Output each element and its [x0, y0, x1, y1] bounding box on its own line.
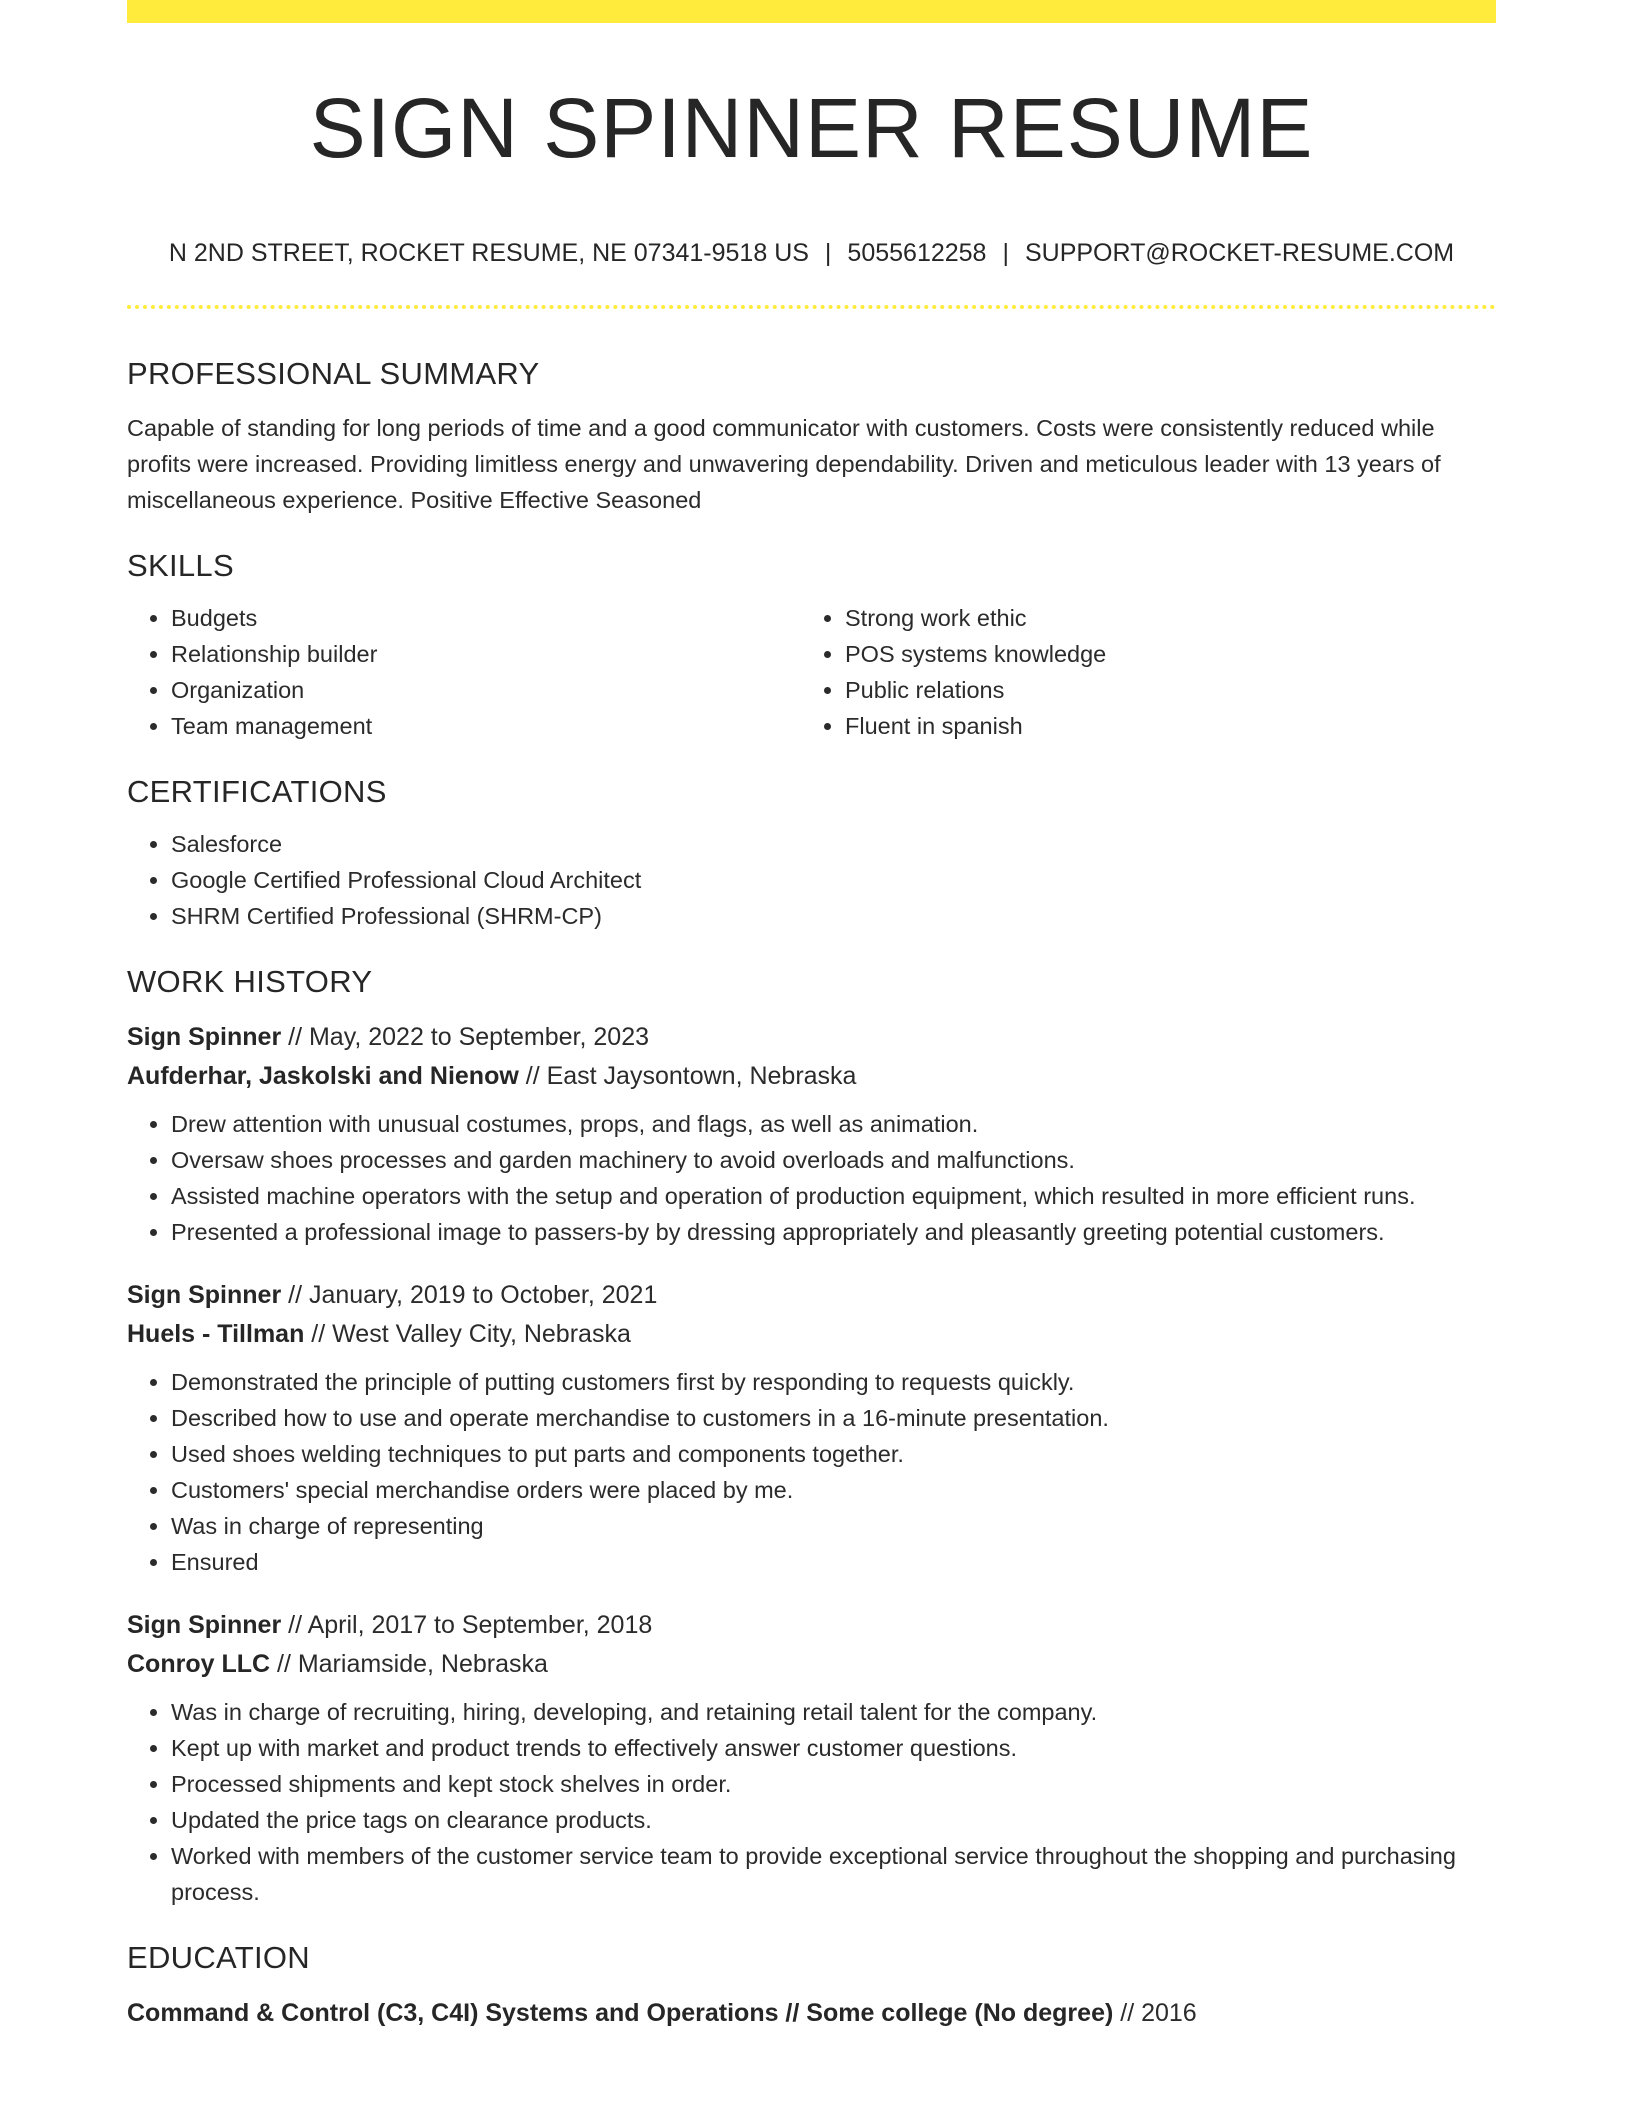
skill-item: • Budgets — [171, 600, 801, 636]
job-company: Huels - Tillman — [127, 1320, 305, 1348]
contact-separator: | — [1002, 239, 1009, 267]
skills-list-left — [127, 600, 801, 744]
job-dates: // May, 2022 to September, 2023 — [281, 1023, 650, 1051]
job-bullet: • Updated the price tags on clearance products. — [171, 1802, 1496, 1838]
skill-item: • POS systems knowledge — [845, 636, 1475, 672]
job-bullet: • Was in charge of recruiting, hiring, developing, and retaining retail talent for the company. — [171, 1694, 1496, 1730]
job-company: Aufderhar, Jaskolski and Nienow — [127, 1062, 519, 1090]
job-entry — [127, 1606, 1496, 1910]
contact-address: N 2ND STREET, ROCKET RESUME, NE 07341-9518 US — [168, 239, 809, 267]
skill-item: • Relationship builder — [171, 636, 801, 672]
contact-email: SUPPORT@ROCKET-RESUME.COM — [1024, 239, 1455, 267]
job-bullet: • Assisted machine operators with the setup and operation of production equipment, which resulted in more efficient runs. — [171, 1178, 1496, 1214]
contact-phone: 5055612258 — [847, 239, 987, 267]
resume-title: SIGN SPINNER RESUME — [309, 81, 1314, 175]
job-bullet: • Drew attention with unusual costumes, props, and flags, as well as animation. — [171, 1106, 1496, 1142]
job-bullet: • Processed shipments and kept stock shelves in order. — [171, 1766, 1496, 1802]
contact-separator: | — [824, 239, 832, 267]
resume-content — [127, 350, 1496, 2033]
job-bullets — [127, 1694, 1496, 1910]
summary-section — [127, 350, 1496, 518]
section-title-work-history: WORK HISTORY — [127, 964, 373, 999]
job-bullet: • Customers' special merchandise orders were placed by me. — [171, 1472, 1496, 1508]
accent-top-bar — [127, 0, 1496, 23]
job-bullet: • Presented a professional image to passers-by by dressing appropriately and pleasantly greeting potential customers. — [171, 1214, 1496, 1250]
certification-item: • Salesforce — [171, 826, 1496, 862]
summary-text: Capable of standing for long periods of time and a good communicator with customers. Costs were consistently reduced while profits were increased. Providing limitless energy and unwavering dependability. Driven and meticulous leader with 13 years of miscellaneous experience. Positive Effective Seasoned — [127, 415, 1441, 513]
skills-grid — [127, 600, 1496, 744]
job-company-line — [127, 1315, 1496, 1354]
job-bullets — [127, 1364, 1496, 1580]
job-entry — [127, 1018, 1496, 1250]
skill-item: • Public relations — [845, 672, 1475, 708]
job-bullet: • Demonstrated the principle of putting customers first by responding to requests quickly. — [171, 1364, 1496, 1400]
job-bullet: • Kept up with market and product trends to effectively answer customer questions. — [171, 1730, 1496, 1766]
job-bullet: • Used shoes welding techniques to put parts and components together. — [171, 1436, 1496, 1472]
job-role-line — [127, 1606, 1496, 1645]
job-dates: // January, 2019 to October, 2021 — [281, 1281, 658, 1309]
skill-item: • Organization — [171, 672, 801, 708]
job-role-line — [127, 1276, 1496, 1315]
job-role: Sign Spinner — [127, 1023, 282, 1051]
job-entry — [127, 1276, 1496, 1580]
certifications-section — [127, 768, 1496, 934]
job-bullets — [127, 1106, 1496, 1250]
certification-item: • SHRM Certified Professional (SHRM-CP) — [171, 898, 1496, 934]
skills-section — [127, 542, 1496, 744]
job-role-line — [127, 1018, 1496, 1057]
dotted-divider — [127, 305, 1496, 309]
job-bullet: • Described how to use and operate merchandise to customers in a 16-minute presentation. — [171, 1400, 1496, 1436]
job-role: Sign Spinner — [127, 1281, 282, 1309]
job-company-line — [127, 1645, 1496, 1684]
certifications-list — [127, 826, 1496, 934]
education-line — [127, 1994, 1496, 2033]
section-title-summary: PROFESSIONAL SUMMARY — [127, 356, 540, 391]
section-title-skills: SKILLS — [127, 548, 234, 583]
job-dates: // April, 2017 to September, 2018 — [281, 1611, 653, 1639]
education-degree: Command & Control (C3, C4I) Systems and Operations // Some college (No degree) — [127, 1999, 1114, 2027]
job-bullet: • Was in charge of representing — [171, 1508, 1496, 1544]
skill-item: • Strong work ethic — [845, 600, 1475, 636]
education-section — [127, 1934, 1496, 2033]
section-title-education: EDUCATION — [127, 1940, 310, 1975]
skill-item: • Fluent in spanish — [845, 708, 1475, 744]
job-bullet: • Oversaw shoes processes and garden machinery to avoid overloads and malfunctions. — [171, 1142, 1496, 1178]
skills-list-right — [801, 600, 1475, 744]
skill-item: • Team management — [171, 708, 801, 744]
job-bullet: • Worked with members of the customer service team to provide exceptional service throughout the shopping and purchasing process. — [171, 1838, 1496, 1910]
section-title-certifications: CERTIFICATIONS — [127, 774, 387, 809]
job-company-line — [127, 1057, 1496, 1096]
contact-line — [127, 236, 1496, 270]
education-entry — [127, 1994, 1496, 2033]
job-location: // East Jaysontown, Nebraska — [518, 1062, 857, 1090]
job-bullet: • Ensured — [171, 1544, 1496, 1580]
work-history-section — [127, 958, 1496, 1910]
certification-item: • Google Certified Professional Cloud Architect — [171, 862, 1496, 898]
job-role: Sign Spinner — [127, 1611, 282, 1639]
job-location: // West Valley City, Nebraska — [304, 1320, 631, 1348]
education-year: // 2016 — [1113, 1999, 1197, 2027]
job-location: // Mariamside, Nebraska — [270, 1650, 548, 1678]
job-company: Conroy LLC — [127, 1650, 271, 1678]
